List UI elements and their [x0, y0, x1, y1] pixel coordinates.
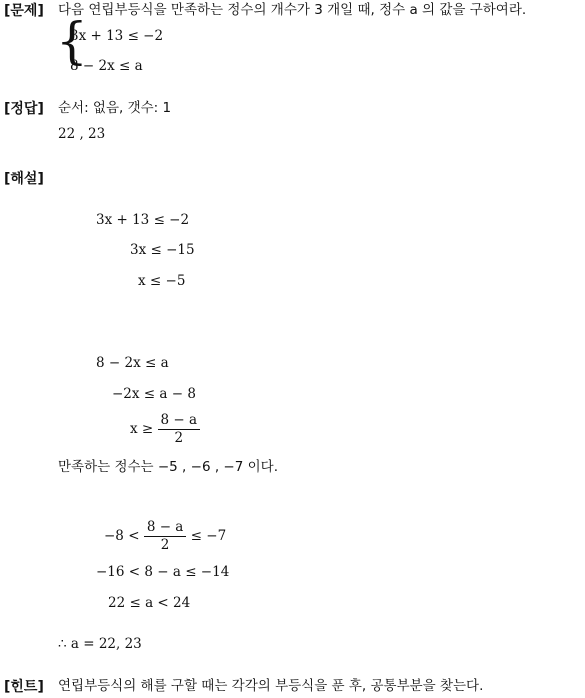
- solution-integers-text: 만족하는 정수는 −5 , −6 , −7 이다.: [58, 459, 278, 475]
- solution-step-2: 3x ≤ −15: [130, 242, 195, 258]
- solution-step-7-left: −8 <: [104, 527, 140, 544]
- solution-conclusion: ∴ a = 22, 23: [58, 636, 142, 652]
- problem-inequality-1: 3x + 13 ≤ −2: [70, 28, 164, 44]
- solution-step-3: x ≤ −5: [138, 273, 186, 289]
- answer-tag: [정답]: [4, 101, 44, 117]
- fraction-numerator: 8 − a: [158, 412, 201, 430]
- solution-tag: [해설]: [4, 171, 44, 187]
- answer-order-count: 순서: 없음, 갯수: 1: [58, 100, 172, 116]
- fraction: [158, 412, 201, 447]
- problem-tag: [문제]: [4, 3, 44, 19]
- solution-step-7: [104, 519, 226, 554]
- problem-inequality-2: 8 − 2x ≤ a: [70, 58, 143, 74]
- fraction: [144, 519, 187, 554]
- solution-step-6: [130, 412, 200, 447]
- hint-tag: [힌트]: [4, 679, 44, 695]
- solution-step-7-right: ≤ −7: [190, 527, 227, 544]
- problem-text: 다음 연립부등식을 만족하는 정수의 개수가 3 개일 때, 정수 a 의 값을 구하여라.: [58, 2, 527, 18]
- fraction-numerator: 8 − a: [144, 519, 187, 537]
- answer-values: 22 , 23: [58, 126, 106, 142]
- hint-text: 연립부등식의 해를 구할 때는 각각의 부등식을 푼 후, 공통부분을 찾는다.: [58, 678, 484, 694]
- solution-step-4: 8 − 2x ≤ a: [96, 355, 169, 371]
- solution-step-1: 3x + 13 ≤ −2: [96, 212, 190, 228]
- solution-step-8: −16 < 8 − a ≤ −14: [96, 564, 230, 580]
- solution-step-6-left: x ≥: [130, 420, 154, 437]
- solution-step-9: 22 ≤ a < 24: [108, 595, 191, 611]
- solution-step-5: −2x ≤ a − 8: [112, 386, 196, 402]
- fraction-denominator: 2: [160, 536, 170, 553]
- fraction-denominator: 2: [174, 429, 184, 446]
- system-brace: {: [56, 12, 88, 70]
